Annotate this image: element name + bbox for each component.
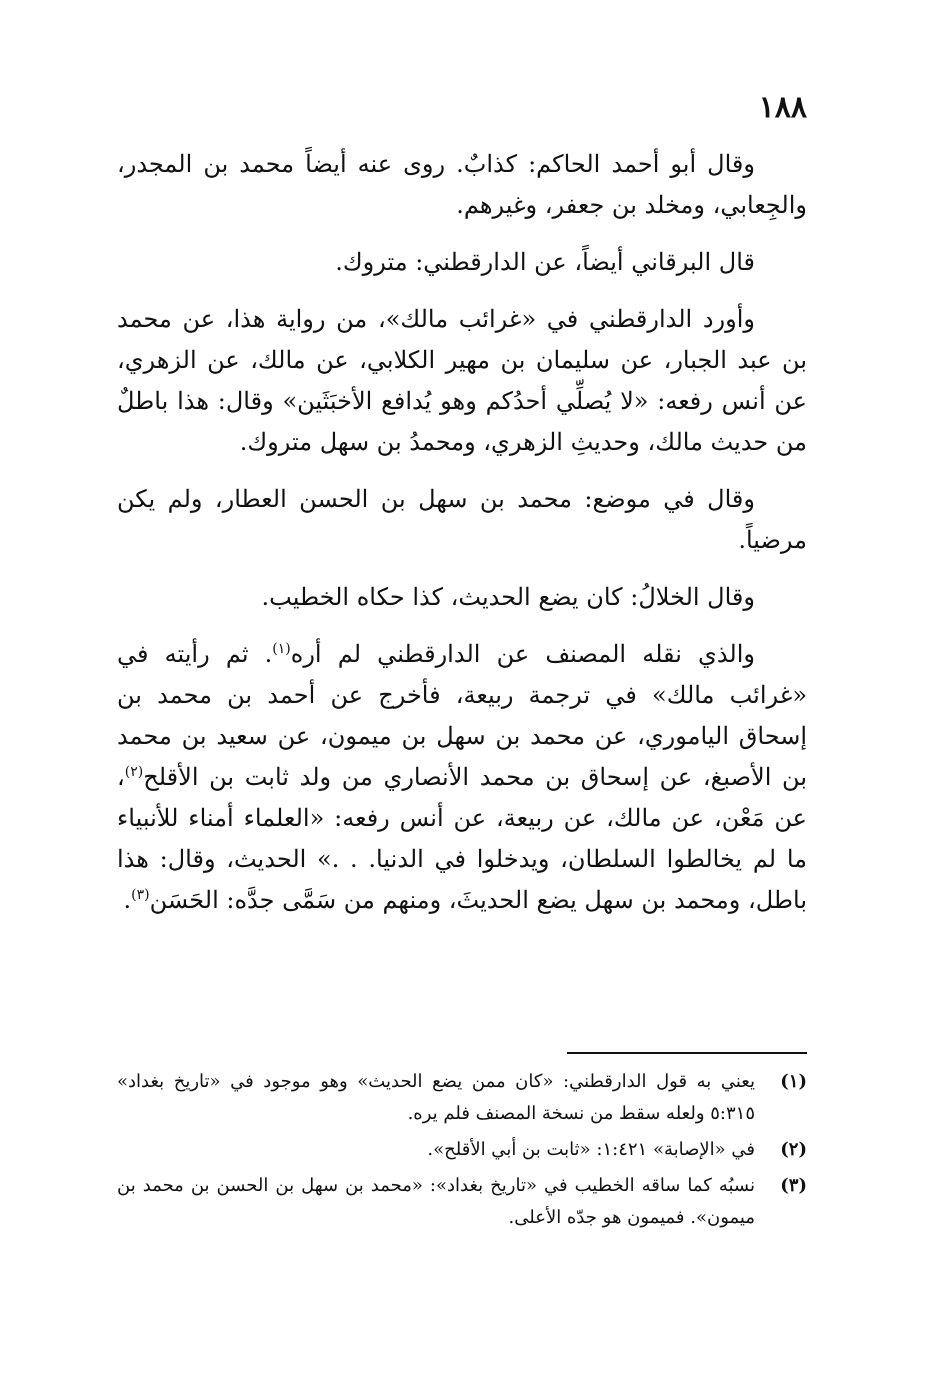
footnote-marker: (٣) <box>780 1175 807 1196</box>
paragraph-6-part-4: . <box>123 886 132 914</box>
paragraph-3: وأورد الدارقطني في «غرائب مالك»، من رواية هذا، عن محمد بن عبد الجبار، عن سليمان بن مهير الكلابي، عن مالك، عن الزهري، عن أنس رفعه: «لا يُصلِّي أحدُكم وهو يُدافع الأخبَثَين» وقال: هذا باطلٌ من حديث مالك، وحديثِ الزهري، ومحمدُ بن سهل متروك. <box>117 305 807 456</box>
footnotes <box>117 1066 807 1238</box>
footnote-divider <box>567 1052 807 1054</box>
footnote-ref-3: (٣) <box>131 887 150 903</box>
footnote-ref-2: (٢) <box>124 764 144 780</box>
paragraph-6-part-1: والذي نقله المصنف عن الدارقطني لم أره <box>290 640 755 668</box>
footnote-marker: (٢) <box>780 1139 807 1160</box>
paragraph-1: وقال أبو أحمد الحاكم: كذابٌ. روى عنه أيضاً محمد بن المجدر، والجِعابي، ومخلد بن جعفر، وغيرهم. <box>117 150 807 219</box>
paragraph-6-part-2: . ثم رأيته في «غرائب مالك» في ترجمة ربيعة، فأخرج عن أحمد بن محمد بن إسحاق الياموري، عن محمد بن سهل بن ميمون، عن سعيد بن محمد بن الأصبغ، عن إسحاق بن محمد الأنصاري من ولد ثابت بن الأقلح <box>117 640 807 791</box>
paragraph-4: وقال في موضع: محمد بن سهل بن الحسن العطار، ولم يكن مرضياً. <box>117 485 807 554</box>
footnote-text: نسبُه كما ساقه الخطيب في «تاريخ بغداد»: «محمد بن سهل بن الحسن بن محمد بن ميمون». فميمون هو جدّه الأعلى. <box>117 1175 755 1228</box>
paragraph-5: وقال الخلالُ: كان يضع الحديث، كذا حكاه الخطيب. <box>261 583 755 611</box>
paragraph-2: قال البرقاني أيضاً، عن الدارقطني: متروك. <box>335 248 755 276</box>
page-number: ١٨٨ <box>758 90 807 125</box>
footnote-ref-1: (١) <box>272 641 291 657</box>
paragraph-6-part-3: ، عن مَعْن، عن مالك، عن ربيعة، عن أنس رفعه: «العلماء أمناء للأنبياء ما لم يخالطوا السلطان، ويدخلوا في الدنيا. . .» الحديث، وقال: هذا باطل، ومحمد بن سهل يضع الحديثَ، ومنهم من سَمَّى جدَّه: الحَسَن <box>117 763 807 914</box>
footnote-3 <box>117 1170 807 1234</box>
footnote-text: يعني به قول الدارقطني: «كان ممن يضع الحديث» وهو موجود في «تاريخ بغداد» ٥:٣١٥ ولعله سقط من نسخة المصنف فلم يره. <box>117 1071 755 1124</box>
footnote-2 <box>117 1134 807 1166</box>
footnote-1 <box>117 1066 807 1130</box>
paragraph-6 <box>117 634 807 921</box>
main-text <box>117 144 807 937</box>
footnote-marker: (١) <box>780 1071 807 1092</box>
footnote-text: في «الإصابة» ١:٤٢١: «ثابت بن أبي الأقلح». <box>427 1139 755 1160</box>
